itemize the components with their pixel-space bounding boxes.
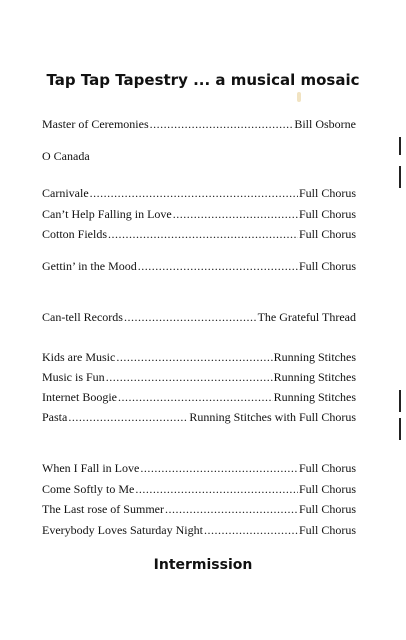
dot-leader	[140, 461, 298, 476]
program-row-last-rose-of-summer	[42, 502, 356, 518]
row-item: Cotton Fields	[42, 227, 108, 241]
row-item: Kids are Music	[42, 350, 116, 364]
intermission-heading: Intermission	[153, 557, 253, 573]
row-performer: Full Chorus	[298, 186, 356, 200]
program-row-cant-help-falling	[42, 207, 356, 223]
row-item: Carnivale	[42, 186, 89, 200]
row-performer: Full Chorus	[298, 482, 356, 496]
row-item: Gettin’ in the Mood	[42, 259, 137, 273]
row-item: The Last rose of Summer	[42, 502, 164, 516]
row-item: Can-tell Records	[42, 310, 123, 324]
row-performer: Full Chorus	[298, 259, 356, 273]
program-row-cotton-fields	[42, 227, 356, 243]
program-row-pasta	[42, 410, 356, 426]
scan-edge-mark	[399, 166, 401, 188]
row-item: Master of Ceremonies	[42, 117, 149, 131]
program-row-everybody-loves-saturday-night	[42, 523, 356, 539]
program-row-can-tell-records	[42, 310, 356, 326]
row-item: Everybody Loves Saturday Night	[42, 523, 203, 537]
dot-leader	[165, 502, 298, 517]
row-performer: Running Stitches	[273, 350, 356, 364]
dot-leader	[138, 259, 298, 274]
dot-leader	[135, 482, 298, 497]
program-row-when-i-fall-in-love	[42, 461, 356, 477]
dot-leader	[124, 310, 257, 325]
scan-edge-mark	[399, 390, 401, 412]
row-item: Internet Boogie	[42, 390, 117, 404]
dot-leader	[106, 370, 273, 385]
program-row-o-canada: O Canada	[42, 149, 90, 163]
program-row-internet-boogie	[42, 390, 356, 406]
row-performer: Full Chorus	[298, 227, 356, 241]
program-row-master-of-ceremonies	[42, 117, 356, 133]
paper-smudge	[297, 92, 301, 102]
dot-leader	[150, 117, 294, 132]
program-row-carnivale	[42, 186, 356, 202]
row-performer: Full Chorus	[298, 461, 356, 475]
program-row-gettin-in-the-mood	[42, 259, 356, 275]
program-row-kids-are-music	[42, 350, 356, 366]
dot-leader	[68, 410, 188, 425]
row-performer: Bill Osborne	[294, 117, 356, 131]
row-performer: Running Stitches	[273, 370, 356, 384]
row-item: Can’t Help Falling in Love	[42, 207, 172, 221]
program-row-come-softly-to-me	[42, 482, 356, 498]
row-item: When I Fall in Love	[42, 461, 140, 475]
row-performer: The Grateful Thread	[257, 310, 356, 324]
row-performer: Full Chorus	[298, 207, 356, 221]
row-performer: Full Chorus	[298, 523, 356, 537]
row-item: Pasta	[42, 410, 68, 424]
row-performer: Running Stitches	[273, 390, 356, 404]
row-item: Come Softly to Me	[42, 482, 135, 496]
scan-edge-mark	[399, 137, 401, 155]
row-performer: Running Stitches with Full Chorus	[189, 410, 356, 424]
dot-leader	[118, 390, 273, 405]
dot-leader	[90, 186, 298, 201]
row-performer: Full Chorus	[298, 502, 356, 516]
dot-leader	[108, 227, 298, 242]
scan-edge-mark	[399, 418, 401, 440]
dot-leader	[116, 350, 272, 365]
dot-leader	[204, 523, 298, 538]
program-title: Tap Tap Tapestry ... a musical mosaic	[46, 71, 360, 89]
row-item: Music is Fun	[42, 370, 105, 384]
dot-leader	[173, 207, 298, 222]
program-row-music-is-fun	[42, 370, 356, 386]
